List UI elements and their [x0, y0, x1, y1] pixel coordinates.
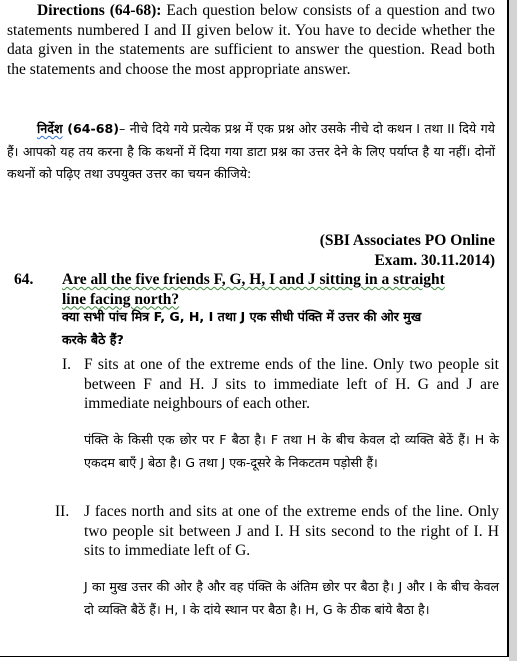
exam-source-line2: Exam. 30.11.2014)	[374, 251, 495, 269]
statement-2-hindi-text: J का मुख उत्तर की ओर है और वह पंक्ति के अंतिम छोर पर बैठा है। J और I के बीच केवल दो व्यक्ति बैठें हैं। H, I के दांये स्थान पर बैठा है। H, G के ठीक बांये बैठा है।	[84, 579, 499, 617]
directions-hindi-label: निर्देश	[37, 121, 63, 136]
statement-1-hindi-text: पंक्ति के किसी एक छोर पर F बैठा है। F तथा H के बीच केवल दो व्यक्ति बेठें हैं। H के एकदम बाएँ J बेठा है। G तथा J एक-दूसरे के निकटतम पड़ोसी हैं।	[84, 432, 499, 470]
directions-label: Directions (64-68):	[37, 2, 162, 19]
question-hindi	[62, 306, 450, 351]
statement-1-english-text: F sits at one of the extreme ends of the line. Only two people sit between F and H. J sits to immediate left of H. G and J are immediate neighbours of each other.	[84, 356, 499, 412]
directions-hindi	[7, 118, 495, 186]
statement-2-english-text: J faces north and sits at one of the extreme ends of the line. Only two people sit between J and I. H sits second to the right of I. H sits to immediate left of G.	[84, 503, 499, 559]
question-english	[62, 270, 450, 309]
statement-1-label: I.	[62, 356, 72, 373]
exam-source	[7, 231, 495, 270]
statement-2-hindi	[84, 576, 499, 621]
statement-1-hindi	[84, 429, 499, 474]
directions-text: Each question below consists of a question and two statements numbered I and II given below it. You have to decide whether the data given in the statements are sufficient to answer the question. Read both the statements and choose the most appropriate answer.	[7, 2, 495, 78]
directions-english	[7, 1, 495, 79]
window-edge-shadow	[509, 0, 517, 661]
directions-hindi-range: (64-68)	[62, 121, 120, 136]
question-number: 64.	[14, 271, 34, 288]
directions-hindi-text: – नीचे दिये गये प्रत्येक प्रश्न में एक प्रश्न ओर उसके नीचे दो कथन I तथा II दिये गये हैं। आपको यह तय करना है कि कथनों में दिया गया डाटा प्रश्न का उत्तर देने के लिए पर्याप्त है या नहीं। दोनों कथनों को पढ़िए तथा उपयुक्त उत्तर का चयन कीजिये:	[7, 121, 495, 181]
question-hindi-text: क्या सभी पांच मित्र F, G, H, I तथा J एक सीधी पंक्ति में उत्तर की ओर मुख करके बैठे हैं?	[62, 309, 422, 347]
statement-1-english	[84, 355, 499, 414]
statement-2-label: II.	[55, 503, 70, 520]
question-english-text: Are all the five friends F, G, H, I and J sitting in a straight line facing north?	[62, 271, 445, 308]
exam-source-line1: (SBI Associates PO Online	[319, 232, 495, 249]
statement-2-english	[84, 502, 499, 561]
